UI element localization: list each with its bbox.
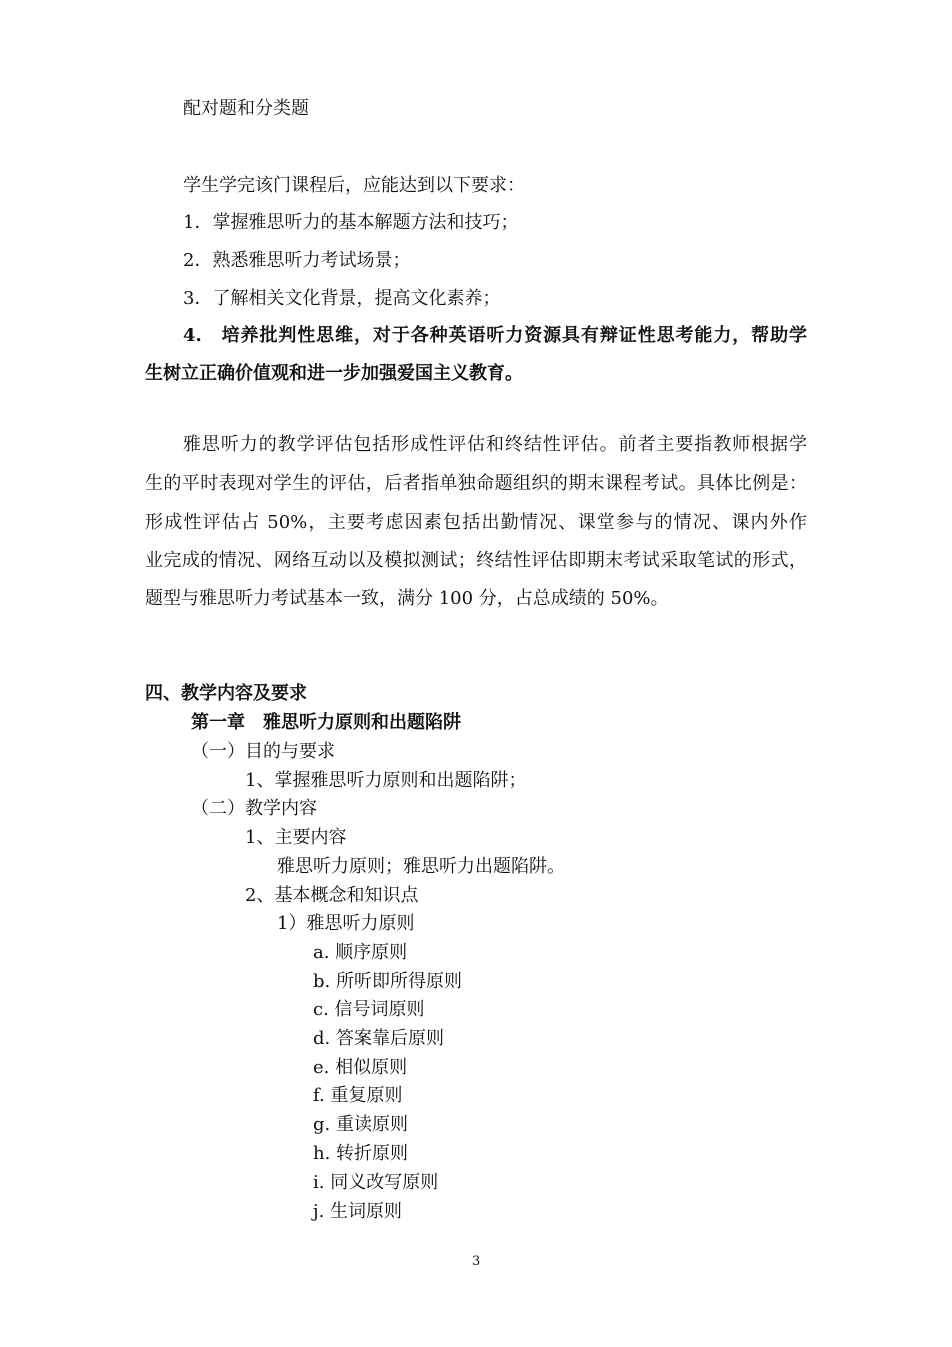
page-number: 3 [472, 1254, 481, 1269]
assessment-paragraph-line: 形成性评估占 50%，主要考虑因素包括出勤情况、课堂参与的情况、课内外作 [145, 512, 807, 533]
principle-item: c. 信号词原则 [313, 999, 425, 1020]
requirements-lead: 学生学完该门课程后，应能达到以下要求： [183, 175, 525, 196]
principle-item: e. 相似原则 [313, 1057, 408, 1078]
requirement-item-bold: 4. 培养批判性思维，对于各种英语听力资源具有辩证性思考能力，帮助学 [183, 325, 807, 346]
subsection-item: 1、主要内容 [245, 827, 347, 848]
requirement-item: 3．了解相关文化背景，提高文化素养； [183, 288, 501, 309]
principle-item: i. 同义改写原则 [313, 1172, 439, 1193]
principle-item: d. 答案靠后原则 [313, 1028, 444, 1049]
principle-item: f. 重复原则 [313, 1085, 403, 1106]
subsection-item: 1、掌握雅思听力原则和出题陷阱； [245, 770, 527, 791]
assessment-paragraph-line: 雅思听力的教学评估包括形成性评估和终结性评估。前者主要指教师根据学 [183, 434, 807, 455]
requirement-item: 2．熟悉雅思听力考试场景； [183, 250, 411, 271]
principle-item: a. 顺序原则 [313, 942, 408, 963]
requirement-item: 1．掌握雅思听力的基本解题方法和技巧； [183, 212, 519, 233]
subsection-item: 2、基本概念和知识点 [245, 885, 419, 906]
principle-item: h. 转折原则 [313, 1143, 409, 1164]
intro-line: 配对题和分类题 [183, 98, 309, 119]
chapter-title: 第一章 雅思听力原则和出题陷阱 [191, 712, 461, 733]
subsection-title: （一）目的与要求 [191, 741, 335, 762]
principle-item: j. 生词原则 [313, 1201, 403, 1222]
principle-item: g. 重读原则 [313, 1114, 408, 1135]
principle-item: b. 所听即所得原则 [313, 971, 462, 992]
principles-title: 1）雅思听力原则 [277, 913, 415, 934]
assessment-paragraph-line: 业完成的情况、网络互动以及模拟测试；终结性评估即期末考试采取笔试的形式， [145, 550, 807, 571]
subsection-item-text: 雅思听力原则；雅思听力出题陷阱。 [277, 856, 565, 877]
assessment-paragraph-line: 题型与雅思听力考试基本一致，满分 100 分，占总成绩的 50%。 [145, 588, 669, 609]
subsection-title: （二）教学内容 [191, 798, 317, 819]
section-heading: 四、教学内容及要求 [145, 683, 307, 704]
assessment-paragraph-line: 生的平时表现对学生的评估，后者指单独命题组织的期末课程考试。具体比例是： [145, 473, 807, 494]
requirement-item-bold-continued: 生树立正确价值观和进一步加强爱国主义教育。 [145, 363, 523, 384]
